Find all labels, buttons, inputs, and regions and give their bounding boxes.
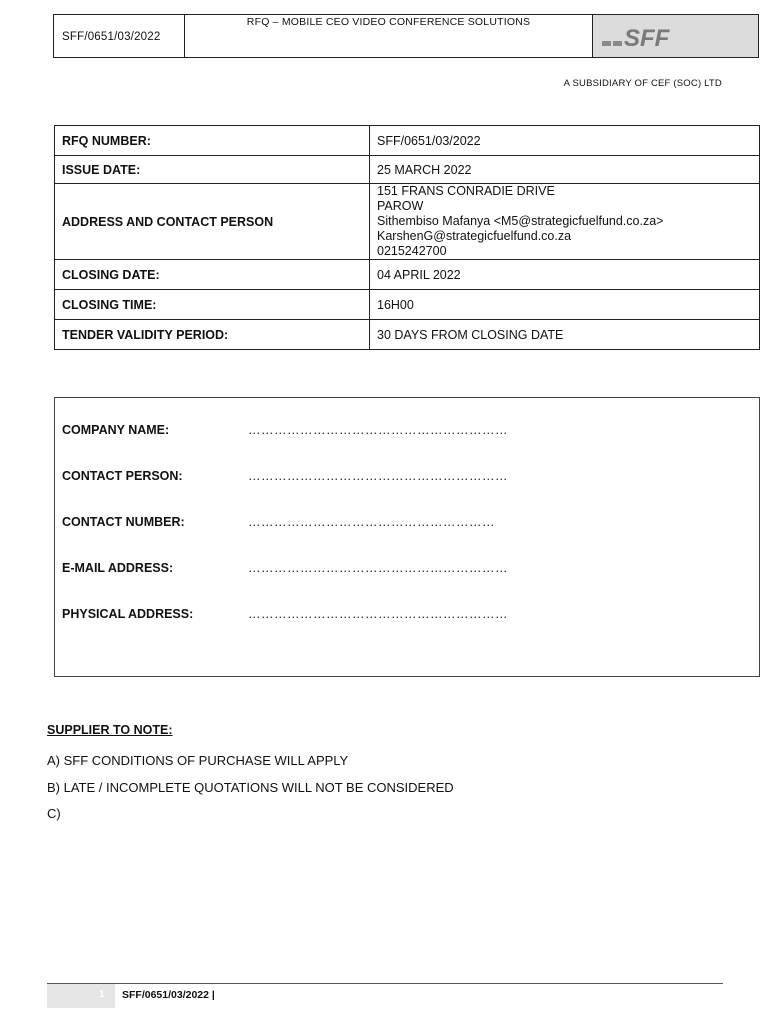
contact-person-line: Sithembiso Mafanya <M5@strategicfuelfund.co.za> bbox=[377, 214, 664, 228]
sff-logo bbox=[602, 23, 692, 51]
table-row bbox=[55, 184, 760, 260]
contact-phone-line: 0215242700 bbox=[377, 244, 447, 258]
company-name-field[interactable]: …………………………………………………… bbox=[248, 423, 508, 437]
footer-reference: SFF/0651/03/2022 | bbox=[122, 989, 215, 1001]
address-line: PAROW bbox=[377, 199, 424, 213]
table-row bbox=[55, 290, 760, 320]
validity-value: 30 DAYS FROM CLOSING DATE bbox=[370, 320, 760, 350]
supplier-note-heading: SUPPLIER TO NOTE: bbox=[47, 723, 173, 737]
header-title: RFQ – MOBILE CEO VIDEO CONFERENCE SOLUTIONS bbox=[246, 16, 531, 28]
closing-time-label: CLOSING TIME: bbox=[55, 290, 370, 320]
issue-date-label: ISSUE DATE: bbox=[55, 156, 370, 184]
note-item-c: C) bbox=[47, 806, 61, 821]
address-value bbox=[370, 184, 760, 260]
table-row bbox=[55, 260, 760, 290]
email-field[interactable]: …………………………………………………… bbox=[248, 561, 508, 575]
note-item-b: B) LATE / INCOMPLETE QUOTATIONS WILL NOT BE CONSIDERED bbox=[47, 780, 454, 795]
address-label: ADDRESS AND CONTACT PERSON bbox=[55, 184, 370, 260]
address-line: 151 FRANS CONRADIE DRIVE bbox=[377, 184, 555, 198]
rfq-info-table bbox=[54, 125, 760, 350]
footer-divider bbox=[47, 983, 723, 984]
physical-address-field[interactable]: …………………………………………………… bbox=[248, 607, 508, 621]
validity-label: TENDER VALIDITY PERIOD: bbox=[55, 320, 370, 350]
note-item-a: A) SFF CONDITIONS OF PURCHASE WILL APPLY bbox=[47, 753, 349, 768]
closing-date-label: CLOSING DATE: bbox=[55, 260, 370, 290]
supplier-details-box bbox=[54, 397, 760, 677]
rfq-number-label: RFQ NUMBER: bbox=[55, 126, 370, 156]
email-label: E-MAIL ADDRESS: bbox=[62, 561, 174, 575]
issue-date-value: 25 MARCH 2022 bbox=[370, 156, 760, 184]
physical-address-label: PHYSICAL ADDRESS: bbox=[62, 607, 194, 621]
closing-time-value: 16H00 bbox=[370, 290, 760, 320]
rfq-number-value: SFF/0651/03/2022 bbox=[370, 126, 760, 156]
contact-person-field[interactable]: …………………………………………………… bbox=[248, 469, 508, 483]
logo-cell bbox=[592, 15, 758, 57]
page-number: 1 bbox=[99, 989, 105, 1000]
table-row bbox=[55, 126, 760, 156]
document-header bbox=[53, 14, 759, 58]
contact-number-label: CONTACT NUMBER: bbox=[62, 515, 185, 529]
contact-number-field[interactable]: ………………………………………………… bbox=[248, 515, 495, 529]
table-row bbox=[55, 320, 760, 350]
logo-text: SFF bbox=[624, 25, 670, 51]
closing-date-value: 04 APRIL 2022 bbox=[370, 260, 760, 290]
contact-email-line: KarshenG@strategicfuelfund.co.za bbox=[377, 229, 572, 243]
contact-person-label: CONTACT PERSON: bbox=[62, 469, 183, 483]
subsidiary-line: A SUBSIDIARY OF CEF (SOC) LTD bbox=[563, 78, 722, 89]
company-name-label: COMPANY NAME: bbox=[62, 423, 170, 437]
table-row bbox=[55, 156, 760, 184]
header-reference: SFF/0651/03/2022 bbox=[54, 15, 185, 57]
